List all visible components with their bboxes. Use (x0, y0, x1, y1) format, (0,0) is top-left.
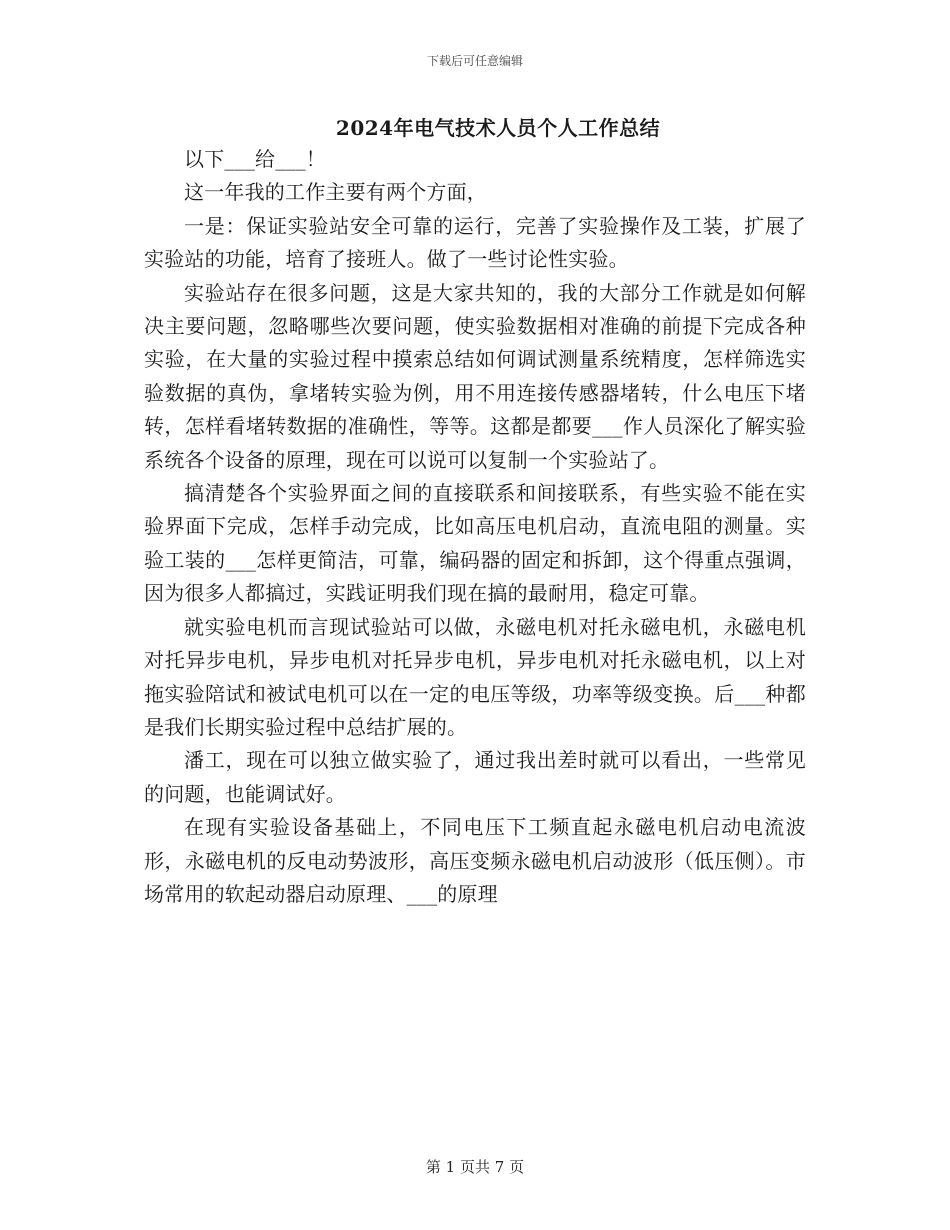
paragraph: 一是：保证实验站安全可靠的运行，完善了实验操作及工装，扩展了实验站的功能，培育了接班人。做了一些讨论性实验。 (144, 213, 806, 272)
document-body (144, 143, 806, 911)
page-header: 下载后可任意编辑 (426, 54, 523, 68)
paragraph: 在现有实验设备基础上，不同电压下工频直起永磁电机启动电流波形，永磁电机的反电动势波形，高压变频永磁电机启动波形（低压侧）。市场常用的软起动器启动原理、___的原理 (144, 815, 806, 906)
paragraph: 搞清楚各个实验界面之间的直接联系和间接联系，有些实验不能在实验界面下完成，怎样手动完成，比如高压电机启动，直流电阻的测量。实验工装的___怎样更简洁，可靠，编码器的固定和拆卸，这个得重点强调，因为很多人都搞过，实践证明我们现在搞的最耐用，稳定可靠。 (144, 481, 806, 606)
paragraph: 就实验电机而言现试验站可以做，永磁电机对托永磁电机，永磁电机对托异步电机，异步电机对托异步电机，异步电机对托永磁电机，以上对拖实验陪试和被试电机可以在一定的电压等级，功率等级变换。后___种都是我们长期实验过程中总结扩展的。 (144, 614, 806, 739)
page-number: 第 1 页共 7 页 (425, 1158, 525, 1176)
paragraph: 以下___给___！ (184, 147, 326, 171)
paragraph: 潘工，现在可以独立做实验了，通过我出差时就可以看出，一些常见的问题，也能调试好。 (144, 748, 806, 806)
paragraph: 实验站存在很多问题，这是大家共知的，我的大部分工作就是如何解决主要问题，忽略哪些次要问题，使实验数据相对准确的前提下完成各种实验，在大量的实验过程中摸索总结如何调试测量系统精度，怎样筛选实验数据的真伪，拿堵转实验为例，用不用连接传感器堵转，什么电压下堵转，怎样看堵转数据的准确性，等等。这都是都要___作人员深化了解实验系统各个设备的原理，现在可以说可以复制一个实验站了。 (144, 280, 806, 472)
paragraph: 这一年我的工作主要有两个方面， (184, 180, 487, 205)
document-title: 2024年电气技术人员个人工作总结 (335, 116, 661, 140)
